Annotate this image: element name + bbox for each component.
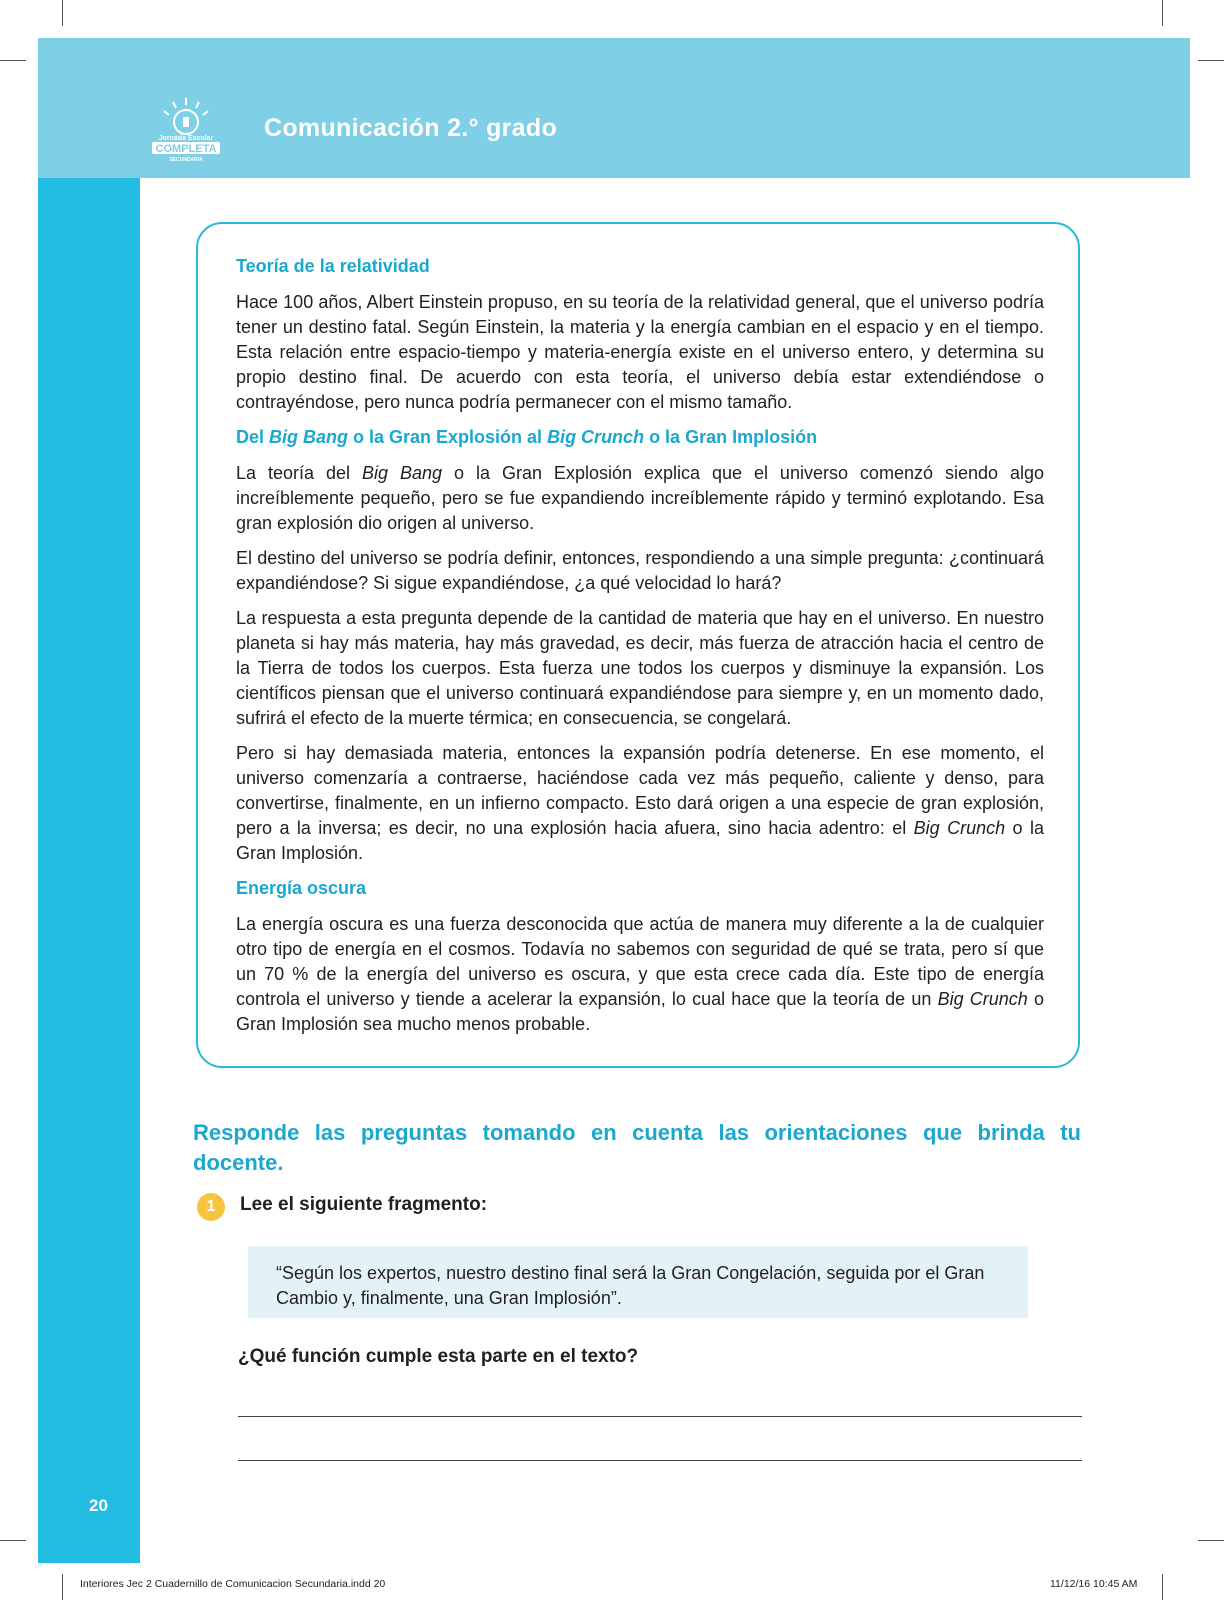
paragraph: Hace 100 años, Albert Einstein propuso, en su teoría de la relatividad general, que el universo podría tener un destino fatal. Según Einstein, la materia y la energía cambian en el espacio y en el tiempo. Esta relación entre espacio-tiempo y materia-energía existe en el universo entero, y determina su propio destino final. De acuerdo con esta teoría, el universo debía estar extendiéndose o contrayéndose, pero nunca podría permanecer con el mismo tamaño.	[236, 292, 1044, 412]
section-heading-energia-oscura: Energía oscura	[236, 878, 367, 898]
paragraph: Pero si hay demasiada materia, entonces la expansión podría detenerse. En ese momento, el universo comenzaría a contraerse, haciéndose cada vez más pequeño, caliente y denso, para convertirse, finalmente, en un infierno compacto. Esto dará origen a una especie de gran explosión, pero a la inversa; es decir, no una explosión hacia afuera, sino hacia adentro: el Big Crunch o la Gran Implosión.	[236, 743, 1044, 863]
question-number-badge: 1	[197, 1193, 225, 1221]
sidebar-strip	[38, 178, 140, 1563]
crop-mark	[1198, 1540, 1224, 1541]
footer-filename: Interiores Jec 2 Cuadernillo de Comunicacion Secundaria.indd 20	[80, 1578, 386, 1590]
quote-text: “Según los expertos, nuestro destino final será la Gran Congelación, seguida por el Gran Cambio y, finalmente, una Gran Implosión”.	[276, 1263, 985, 1308]
crop-mark	[1198, 60, 1224, 61]
page-title: Comunicación 2.° grado	[264, 114, 558, 142]
paragraph: La teoría del Big Bang o la Gran Explosión explica que el universo comenzó siendo algo increíblemente pequeño, pero se fue expandiendo increíblemente rápido y terminó explotando. Esa gran explosión dio origen al universo.	[236, 463, 1044, 533]
crop-mark	[0, 1540, 26, 1541]
paragraph: El destino del universo se podría definir, entonces, respondiendo a una simple pregunta: ¿continuará expandiéndose? Si sigue expandiéndose, ¿a qué velocidad lo hará?	[236, 548, 1044, 593]
section-heading-big-bang: Del Big Bang o la Gran Explosión al Big Crunch o la Gran Implosión	[236, 427, 818, 447]
section-heading-relatividad: Teoría de la relatividad	[236, 256, 430, 276]
crop-mark	[1162, 1574, 1163, 1600]
logo-text-top: Jornada Escolar	[158, 135, 214, 142]
logo-text-main: COMPLETA	[155, 143, 217, 155]
question-text: ¿Qué función cumple esta parte en el texto?	[238, 1346, 639, 1367]
footer-timestamp: 11/12/16 10:45 AM	[1050, 1578, 1138, 1590]
crop-mark	[62, 0, 63, 26]
logo-text-bottom: SECUNDARIA	[169, 157, 203, 162]
crop-mark	[62, 1574, 63, 1600]
reading-content	[236, 254, 1044, 1047]
paragraph: La respuesta a esta pregunta depende de la cantidad de materia que hay en el universo. En nuestro planeta si hay más materia, hay más gravedad, es decir, más fuerza de atracción hacia el centro de la Tierra de todos los cuerpos. Esta fuerza une todos los cuerpos y disminuye la expansión. Los científicos piensan que el universo continuará expandiéndose para siempre y, en un momento dado, sufrirá el efecto de la muerte térmica; en consecuencia, se congelará.	[236, 608, 1044, 728]
crop-mark	[0, 60, 26, 61]
answer-line[interactable]	[238, 1460, 1082, 1461]
answer-line[interactable]	[238, 1416, 1082, 1417]
paragraph: La energía oscura es una fuerza desconocida que actúa de manera muy diferente a la de cualquier otro tipo de energía en el cosmos. Todavía no sabemos con seguridad de qué se trata, pero sí que un 70 % de la energía del universo es oscura, y que esta crece cada día. Este tipo de energía controla el universo y tiende a acelerar la expansión, lo cual hace que la teoría de un Big Crunch o Gran Implosión sea mucho menos probable.	[236, 914, 1045, 1034]
page-number: 20	[89, 1496, 108, 1515]
activity-instructions: Responde las preguntas tomando en cuenta las orientaciones que brinda tu docente.	[193, 1120, 1081, 1175]
jec-logo	[140, 96, 232, 162]
sun-logo-icon	[140, 96, 232, 162]
crop-mark	[1162, 0, 1163, 26]
question-prompt: Lee el siguiente fragmento:	[240, 1194, 488, 1215]
